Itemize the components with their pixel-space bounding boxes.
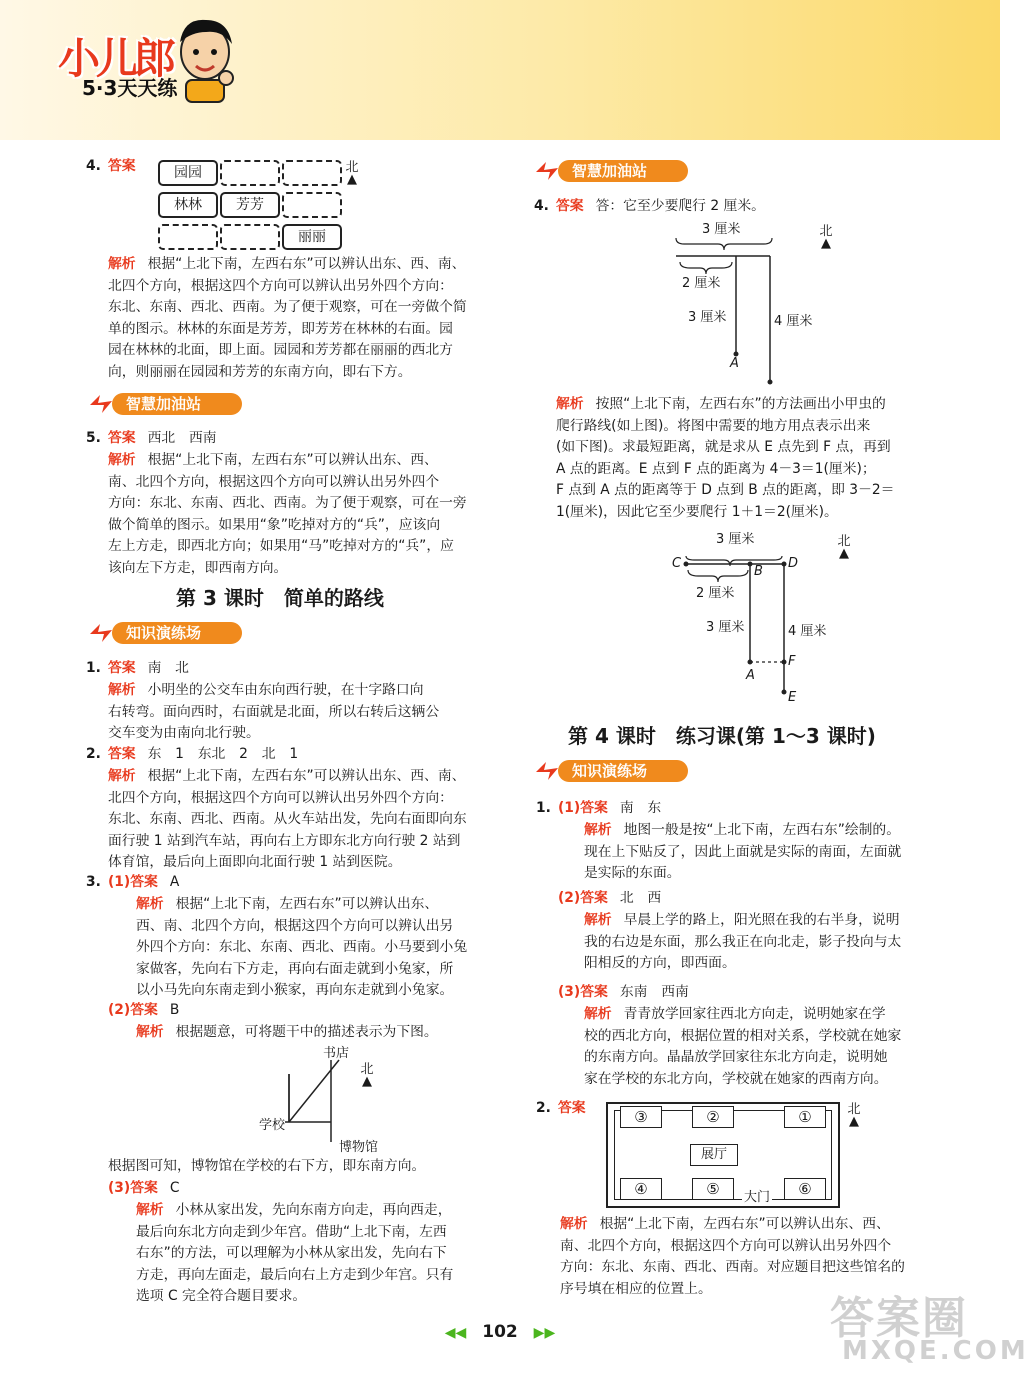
q1-analysis: [108, 680, 508, 745]
sub-tag: (1): [108, 874, 131, 890]
q1-p3-analysis: [584, 1004, 976, 1090]
text-line: 根据“上北下南，左西右东”可以辨认出东、西、南、: [147, 768, 466, 784]
text-line: A 点的距离。E 点到 F 点的距离为 4－3＝1(厘米)；: [556, 460, 876, 477]
text-line: 方向：东北、东南、西北、西南。为了便于观察，可在一旁: [108, 495, 467, 511]
text-line: 南、北四个方向，根据这四个方向可以辨认出另外四个: [560, 1237, 892, 1254]
dimension-label: 4 厘米: [774, 314, 813, 329]
banner-text: 智慧加油站: [572, 162, 648, 180]
analysis-label: 解析: [556, 396, 584, 412]
runner-icon: [532, 758, 562, 784]
text-line: 东北、东南、西北、西南。从火车站出发，先向右面即向东: [108, 811, 467, 827]
question-number: 1.: [86, 660, 101, 676]
analysis-label: 解析: [584, 822, 612, 838]
text-line: 交车变为由南向北行驶。: [108, 725, 260, 741]
grid-cell: [158, 224, 218, 250]
dimension-label: 2 厘米: [682, 276, 721, 291]
lesson3-q1: [86, 658, 506, 680]
text-line: 方向：东北、东南、西北、西南。对应题目把这些馆名的: [560, 1259, 905, 1275]
answer-label: 答案: [580, 800, 608, 816]
banner-zhishi-right: [532, 758, 692, 784]
answer-text: C: [169, 1180, 180, 1196]
sub-tag: (2): [558, 890, 581, 906]
grid-cell: [282, 192, 342, 218]
grid-cell: 林林: [158, 192, 218, 218]
answer-label: 答案: [108, 746, 136, 762]
text-line: 的东南方向。晶晶放学回家往东北方向走，说明她: [584, 1049, 888, 1065]
question-number: 4.: [86, 158, 101, 174]
text-line: 面行驶 1 站到汽车站，再向右上方即东北方向行驶 2 站到: [108, 832, 461, 849]
watermark: 答案圈: [830, 1293, 968, 1344]
q1-p3: [558, 982, 978, 1004]
text-line: 根据“上北下南，左西右东”可以辨认出东、西、: [599, 1216, 890, 1232]
museum-label: 博物馆: [339, 1140, 379, 1155]
q3-p2-analysis: [136, 1022, 508, 1044]
point-label: A: [746, 668, 755, 683]
text-line: 家做客，先向右下方走，再向右面走就到小兔家，所: [136, 960, 454, 977]
text-line: 右东”的方法，可以理解为小林从家出发，先向右下: [136, 1245, 447, 1261]
hall-cell: ③: [620, 1106, 662, 1128]
text-line: 根据“上北下南，左西右东”可以辨认出东、: [175, 896, 439, 912]
text-line: 青青放学回家往西北方向走，说明她家在学: [623, 1006, 886, 1022]
text-line: 园在林林的北面，即上面。园园和芳芳都在丽丽的西北方: [108, 342, 453, 358]
sub-tag: (3): [108, 1180, 131, 1196]
route-lines: [255, 1048, 415, 1156]
answer-text: 东 1 东北 2 北 1: [147, 746, 299, 762]
analysis-label: 解析: [584, 912, 612, 928]
north-label: 北: [345, 160, 359, 175]
mascot-icon: [170, 12, 240, 104]
lesson4-q1: [536, 798, 976, 820]
answer-label: 答案: [108, 158, 136, 174]
text-line: 1(厘米)，因此它至少要爬行 1＋1＝2(厘米)。: [556, 503, 838, 520]
q5: [86, 428, 506, 450]
dimension-label: 3 厘米: [688, 310, 727, 325]
text-line: 我的右边是东面，那么我正在向北走，影子投向与太: [584, 933, 902, 950]
answer-text: 西北 西南: [147, 430, 217, 446]
text-line: 单的图示。林林的东面是芳芳，即芳芳在林林的右面。园: [108, 320, 453, 337]
analysis-label: 解析: [108, 452, 136, 468]
answer-label: 答案: [108, 430, 136, 446]
answer-text: 南 北: [147, 660, 189, 676]
north-arrow-icon: 北 ▲: [359, 1058, 375, 1087]
school-label: 学校: [259, 1118, 286, 1133]
text-line: 家在学校的东北方向，学校就在她家的西南方向。: [584, 1070, 888, 1087]
text-line: 左上方走，即西北方向；如果用“马”吃掉对方的“兵”，应: [108, 538, 454, 554]
answer-label: 答案: [108, 660, 136, 676]
text-line: 最后向东北方向走到少年宫。借助“上北下南，左西: [136, 1223, 447, 1240]
analysis-label: 解析: [136, 1202, 164, 1218]
text-line: 南、北四个方向，根据这四个方向可以辨认出另外四个: [108, 473, 440, 490]
text-line: 根据题意，可将题干中的描述表示为下图。: [175, 1024, 438, 1040]
question-number: 2.: [536, 1100, 551, 1116]
text-line: 该向左下方走，即西南方向。: [108, 559, 288, 576]
q2-analysis: [108, 766, 508, 874]
text-line: 外四个方向：东北、东南、西北、西南。小马要到小兔: [136, 939, 468, 955]
answer-text: B: [169, 1002, 180, 1018]
text-line: 方走，再向左面走，最后向右上方走到少年宫。只有: [136, 1266, 454, 1283]
text-line: 早晨上学的路上，阳光照在我的右半身，说明: [623, 912, 900, 928]
answer-text: A: [169, 874, 180, 890]
series-title: 5·3天天练: [82, 76, 178, 100]
answer-text: 答：它至少要爬行 2 厘米。: [595, 198, 765, 214]
text-line: 按照“上北下南，左西右东”的方法画出小甲虫的: [595, 396, 886, 412]
point-label: C: [672, 556, 682, 571]
hall-cell: ④: [620, 1178, 662, 1200]
answer-label: 答案: [130, 1180, 158, 1196]
q3-route-diagram: [255, 1048, 415, 1156]
dimension-label: 3 厘米: [706, 620, 745, 635]
q3-p3: [108, 1178, 508, 1200]
answer-text: 南 东: [619, 800, 662, 816]
text-line: 北四个方向，根据这四个方向可以辨认出另外四个方向：: [108, 277, 453, 294]
text-line: F 点到 A 点的距离等于 D 点到 B 点的距离，即 3－2＝: [556, 482, 895, 498]
dimension-label: 2 厘米: [696, 586, 735, 601]
q3-p2: [108, 1000, 508, 1022]
text-line: 向，则丽丽在园园和芳芳的东南方向，即右下方。: [108, 363, 412, 380]
north-label: 北: [819, 224, 833, 239]
grid-cell: [220, 224, 280, 250]
q3-p2-conclusion: [108, 1156, 508, 1178]
north-label: 北: [837, 534, 851, 549]
route-figure-1: [660, 216, 860, 386]
question-number: 5.: [86, 430, 101, 446]
text-line: 东北、东南、西北、西南。为了便于观察，可在一旁做个简: [108, 299, 467, 315]
analysis-label: 解析: [108, 768, 136, 784]
north-arrow-icon: 北 ▲: [344, 156, 360, 185]
answer-label: 答案: [130, 874, 158, 890]
sub-tag: (2): [108, 1002, 131, 1018]
banner-text: 智慧加油站: [126, 395, 202, 413]
q3-p1-analysis: [136, 894, 508, 1002]
q1-p2: [558, 888, 978, 910]
text-line: 体育馆，最后向上面即向北面行驶 1 站到医院。: [108, 854, 402, 870]
grid-cell: [220, 160, 280, 186]
point-label: E: [788, 690, 797, 705]
runner-icon: [86, 391, 116, 417]
lesson3-q2: [86, 744, 506, 766]
text-line: 爬行路线(如上图)。将图中需要的地方用点表示出来: [556, 417, 871, 434]
banner-zhihui-right: [532, 158, 692, 184]
analysis-label: 解析: [560, 1216, 588, 1232]
banner-zhihui: [86, 391, 246, 417]
page-number: 102: [482, 1322, 518, 1342]
text-line: (如下图)。求最短距离，就是求从 E 点先到 F 点，再到: [556, 439, 891, 455]
answer-label: 答案: [558, 1100, 586, 1116]
hall-center: 展厅: [690, 1144, 738, 1166]
analysis-label: 解析: [584, 1006, 612, 1022]
point-label: A: [730, 356, 739, 371]
answer-label: 答案: [580, 890, 608, 906]
answer-label: 答案: [130, 1002, 158, 1018]
text-line: 地图一般是按“上北下南，左西右东”绘制的。: [623, 822, 901, 838]
prev-arrows-icon: ◀◀: [444, 1325, 467, 1341]
watermark-url: MXQE.COM: [842, 1336, 1029, 1366]
banner-text: 知识演练场: [126, 624, 202, 642]
grid-cell: 园园: [158, 160, 218, 186]
hall-diagram: [606, 1102, 840, 1208]
hall-cell: ②: [692, 1106, 734, 1128]
q5-analysis: [108, 450, 508, 579]
point-label: D: [788, 556, 799, 571]
hall-cell: ⑥: [784, 1178, 826, 1200]
gate-label: 大门: [742, 1186, 772, 1205]
sub-tag: (3): [558, 984, 581, 1000]
analysis-label: 解析: [136, 1024, 164, 1040]
point-label: B: [754, 564, 763, 579]
banner-zhishi: [86, 620, 246, 646]
analysis-label: 解析: [108, 256, 136, 272]
question-number: 2.: [86, 746, 101, 762]
q1-p1-analysis: [584, 820, 976, 885]
north-arrow-icon: 北 ▲: [846, 1098, 862, 1127]
q1-p2-analysis: [584, 910, 976, 975]
route-figure-2: [666, 526, 866, 706]
analysis-label: 解析: [136, 896, 164, 912]
shop-label: 书店: [323, 1046, 350, 1061]
lesson3-q3: [86, 872, 506, 894]
q4-analysis: [108, 254, 508, 383]
text-line: 阳相反的方向，即西面。: [584, 955, 736, 971]
text-line: 做个简单的图示。如果用“象”吃掉对方的“兵”，应该向: [108, 516, 441, 533]
lesson-title: 第 3 课时 简单的路线: [176, 586, 384, 610]
text-line: 序号填在相应的位置上。: [560, 1280, 712, 1297]
text-line: 右转弯。面向西时，右面就是北面，所以右转后这辆公: [108, 703, 440, 720]
question-number: 3.: [86, 874, 101, 890]
grid-cell: [282, 160, 342, 186]
text-line: 根据“上北下南，左西右东”可以辨认出东、西、南、: [147, 256, 466, 272]
question-number: 1.: [536, 800, 551, 816]
banner-text: 知识演练场: [572, 762, 648, 780]
answer-text: 东南 西南: [619, 984, 689, 1000]
grid-cell: 丽丽: [282, 224, 342, 250]
text-line: 小林从家出发，先向东南方向走，再向西走，: [175, 1202, 452, 1218]
next-arrows-icon: ▶▶: [533, 1325, 556, 1341]
north-arrow-icon: 北 ▲: [836, 530, 852, 559]
runner-icon: [86, 620, 116, 646]
right-q4: [534, 196, 974, 218]
lesson-title: 第 4 课时 练习课(第 1～3 课时): [568, 724, 876, 748]
text-line: 根据图可知，博物馆在学校的右下方，即东南方向。: [108, 1158, 426, 1174]
grid-cell: 芳芳: [220, 192, 280, 218]
text-line: 选项 C 完全符合题目要求。: [136, 1288, 307, 1304]
answer-label: 答案: [580, 984, 608, 1000]
question-number: 4.: [534, 198, 549, 214]
brand-logo: 小儿郎: [58, 34, 173, 83]
text-line: 北四个方向，根据这四个方向可以辨认出另外四个方向：: [108, 789, 453, 806]
text-line: 校的西北方向，根据位置的相对关系，学校就在她家: [584, 1027, 902, 1044]
point-label: F: [788, 654, 796, 669]
north-arrow-icon: 北 ▲: [818, 220, 834, 249]
text-line: 西、南、北四个方向，根据这四个方向可以辨认出另: [136, 917, 454, 934]
hall-cell: ①: [784, 1106, 826, 1128]
right-q4-analysis: [556, 394, 976, 523]
text-line: 是实际的东面。: [584, 865, 681, 881]
north-label: 北: [360, 1062, 374, 1077]
sub-tag: (1): [558, 800, 581, 816]
text-line: 现在上下贴反了，因此上面就是实际的南面，左面就: [584, 843, 902, 860]
runner-icon: [532, 158, 562, 184]
text-line: 小明坐的公交车由东向西行驶，在十字路口向: [147, 682, 424, 698]
dimension-label: 3 厘米: [702, 222, 741, 237]
hall-cell: ⑤: [692, 1178, 734, 1200]
dimension-label: 3 厘米: [716, 532, 755, 547]
north-label: 北: [847, 1102, 861, 1117]
q3-p3-analysis: [136, 1200, 508, 1308]
q4-grid: [158, 160, 398, 250]
answer-text: 北 西: [619, 890, 662, 906]
analysis-label: 解析: [108, 682, 136, 698]
dimension-label: 4 厘米: [788, 624, 827, 639]
text-line: 以小马先向东南走到小猴家，再向东走就到小兔家。: [136, 982, 454, 998]
answer-label: 答案: [556, 198, 584, 214]
text-line: 根据“上北下南，左西右东”可以辨认出东、西、: [147, 452, 438, 468]
